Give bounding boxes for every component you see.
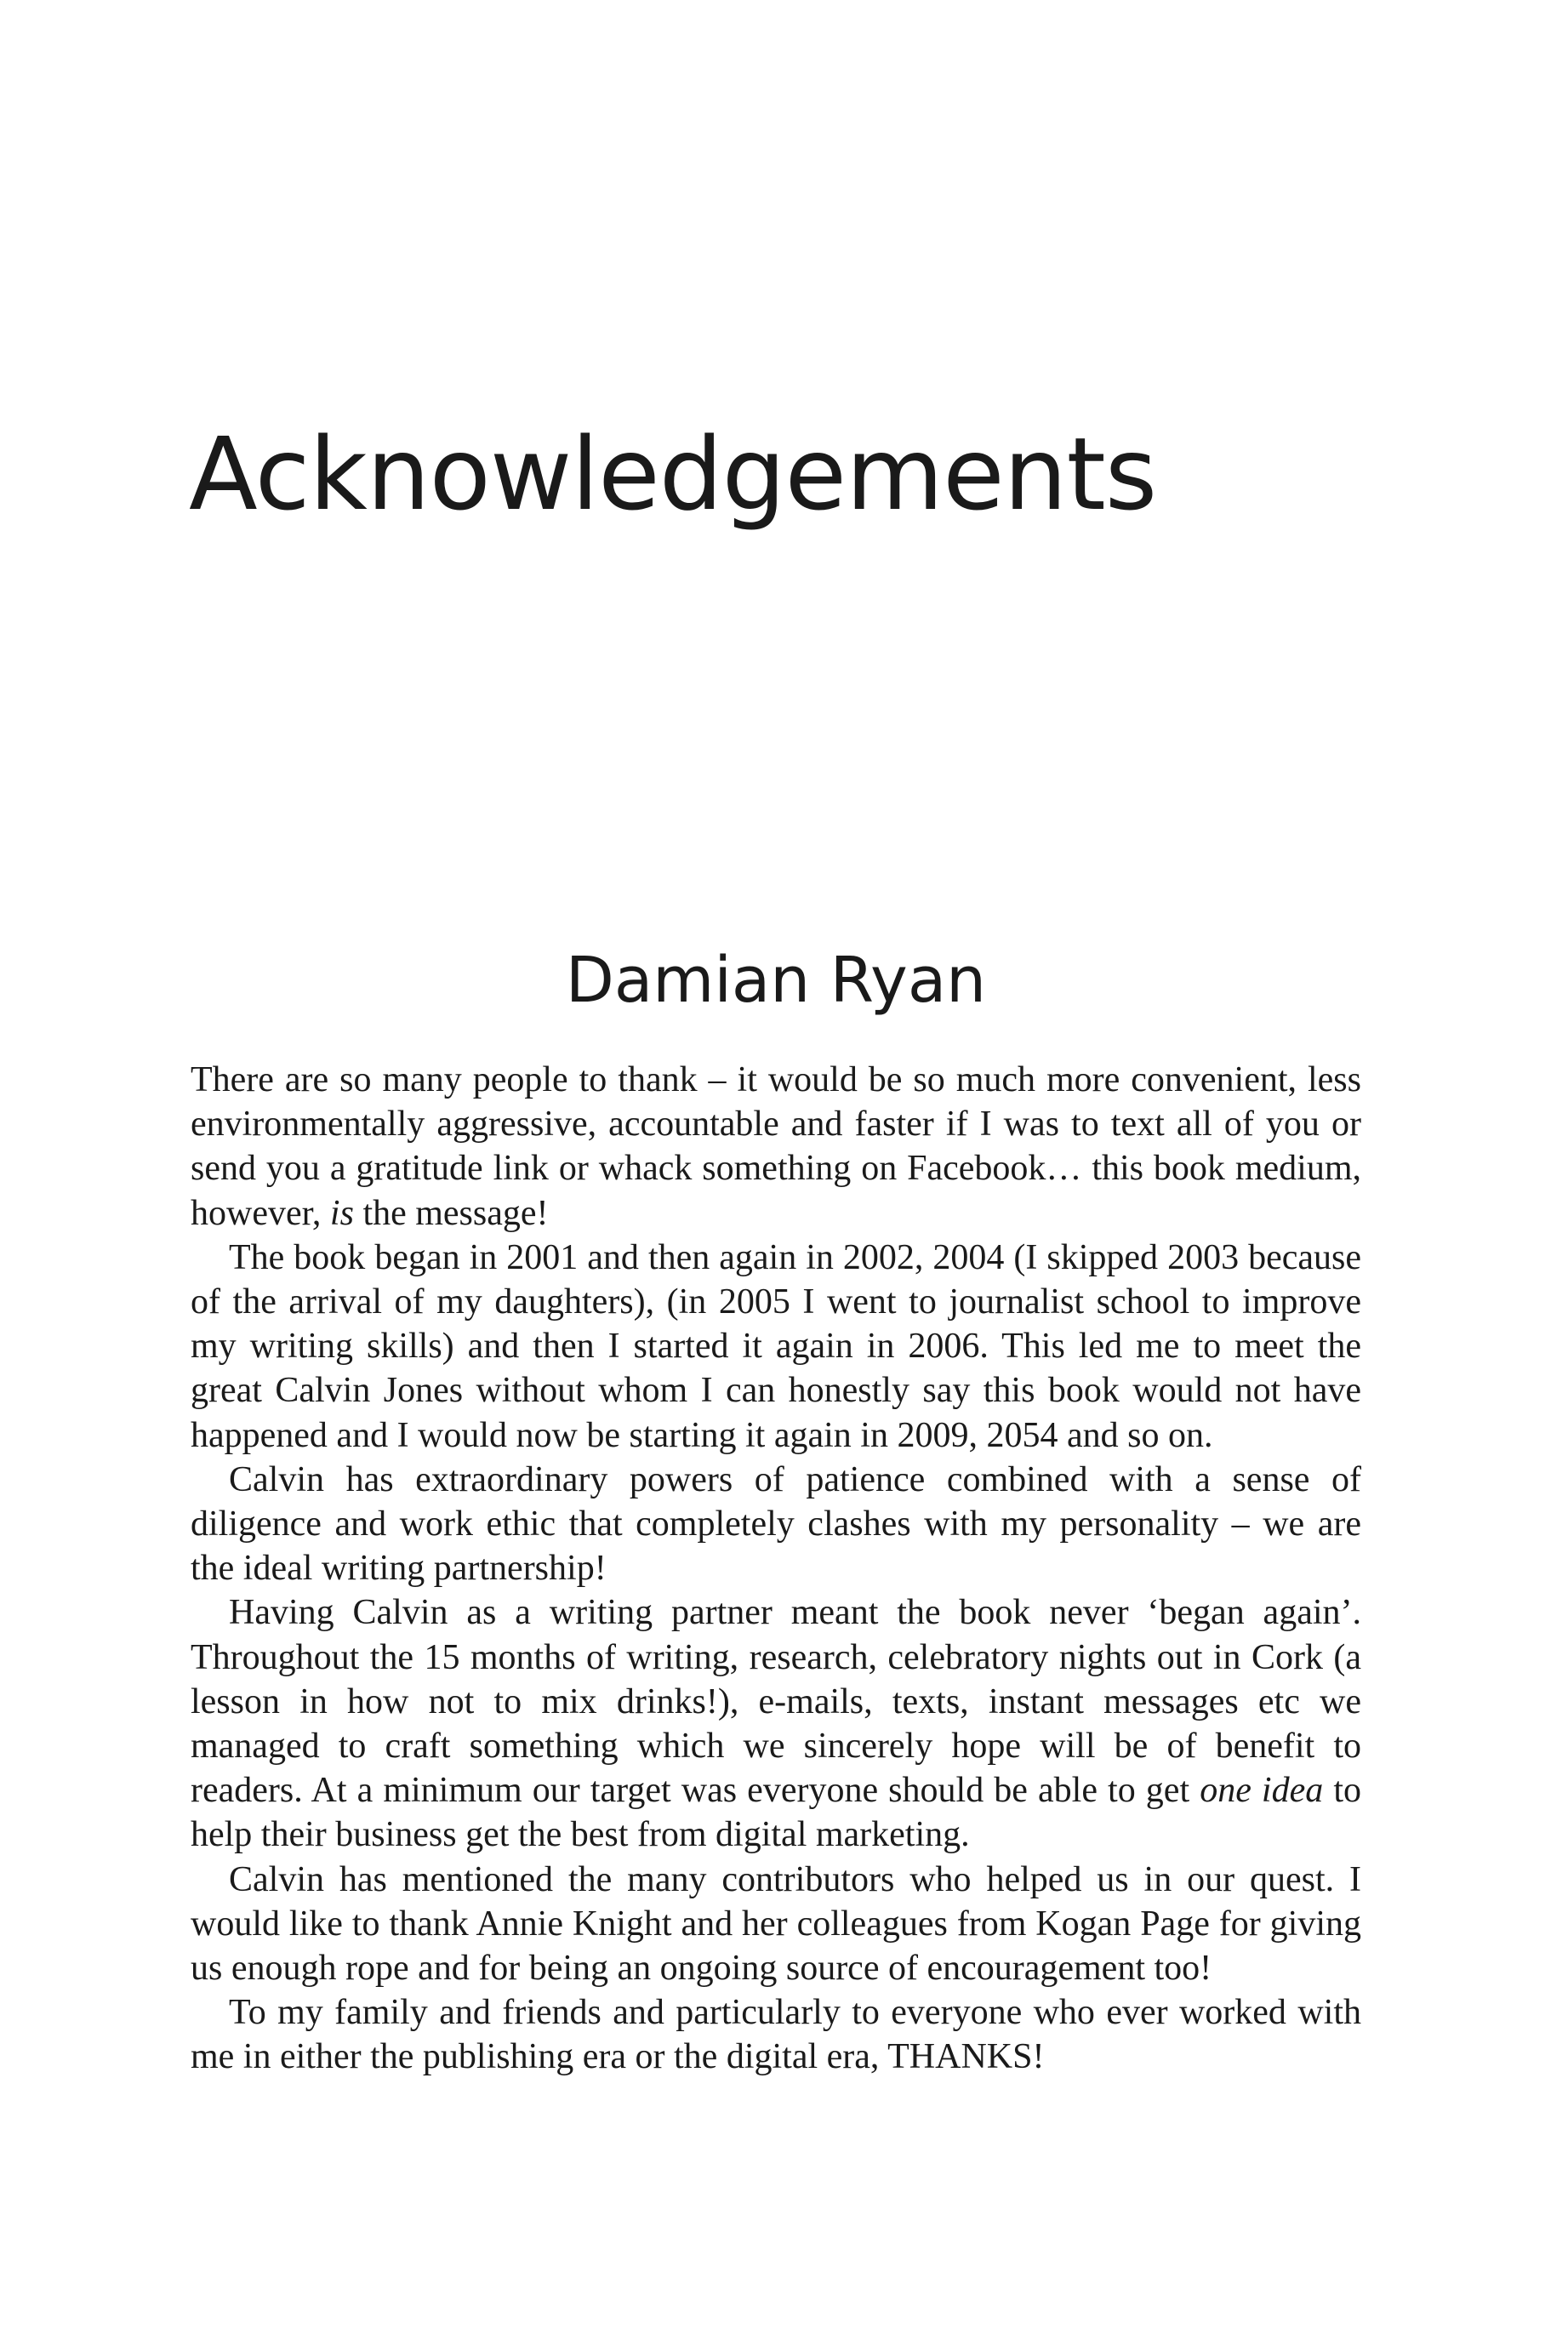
section-heading: Damian Ryan: [565, 944, 987, 1017]
paragraph-text: To my family and friends and particularly to everyone who ever worked with me in either the publishing era or the digital era, THANKS!: [191, 1993, 1361, 2077]
paragraph-text: There are so many people to thank – it would be so much more convenient, less environmentally aggressive, accountable and faster if I was to text all of you or send you a gratitude link or whack something on Facebook… this book medium, however,: [191, 1060, 1361, 1233]
paragraph-2: [191, 1236, 1361, 1458]
paragraph-emphasis: one idea: [1200, 1771, 1324, 1811]
paragraph-text: the message!: [353, 1193, 549, 1233]
paragraph-3: [191, 1458, 1361, 1591]
paragraph-text: The book began in 2001 and then again in 2002, 2004 (I skipped 2003 because of the arrival of my daughters), (in 2005 I went to journalist school to improve my writing skills) and then I started it again in 2006. This led me to meet the great Calvin Jones without whom I can honestly say this book would not have happened and I would now be starting it again in 2009, 2054 and so on.: [191, 1237, 1361, 1455]
paragraph-6: [191, 1990, 1361, 2079]
paragraph-4: [191, 1590, 1361, 1857]
paragraph-text: Calvin has extraordinary powers of patience combined with a sense of diligence and work ethic that completely clashes with my personality – we are the ideal writing partnership!: [191, 1459, 1361, 1589]
paragraph-text: to help their business get the best from digital marketing.: [191, 1771, 1362, 1855]
paragraph-emphasis: is: [329, 1193, 354, 1233]
chapter-title: Acknowledgements: [189, 415, 1157, 533]
paragraph-text: Calvin has mentioned the many contributors who helped us in our quest. I would like to thank Annie Knight and her colleagues from Kogan Page for giving us enough rope and for being an ongoing source of encouragement too!: [191, 1859, 1361, 1989]
acknowledgements-body: [191, 1058, 1361, 2080]
paragraph-text: Having Calvin as a writing partner meant the book never ‘began again’. Throughout the 15 months of writing, research, celebratory nights out in Cork (a lesson in how not to mix drinks!), e-mails, texts, instant messages etc we managed to craft something which we sincerely hope will be of benefit to readers. At a minimum our target was everyone should be able to get: [191, 1593, 1361, 1811]
paragraph-5: [191, 1858, 1361, 1991]
paragraph-1: [191, 1058, 1361, 1236]
